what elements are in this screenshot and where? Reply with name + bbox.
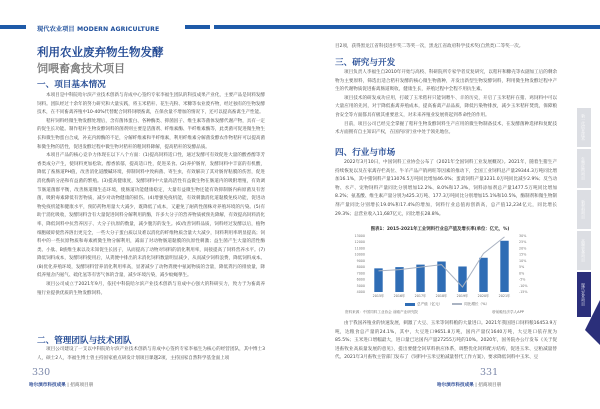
industry-output-chart bbox=[340, 232, 540, 302]
paragraph: 2022年3月10日，中国饲料工业协会公布了《2021年全国饲料工业发展概况》。2021年，随着生猪生产持续恢复以及在家禽存栏高位、牛羊产品产销两旺等因素的推动下，全国工业饲料总产量29344.3万吨同比增加16.1%，其中猪饲料产量13076.5万吨同比增加46.0%；蛋禽饲料产量3231.0万吨同比减少2.9%；反刍动物、水产、宠物饲料产量同比分别增加12.2%、8.0%和17.3%，饲料添加剂总产量1477.5万吨同比增加8.2%；氨基酸、维生素产量分别为425.3万吨、177.3万吨同比分别增加15.1%和10.5%，酶制剂和微生物制剂产量同比分别增长19.0%和17.4%的增加，饲料行业总值再创新高，总产值12,234亿元，同比增长29.3%；总营业收入11,687亿元，同比增长28.8%。 bbox=[335, 160, 557, 217]
x-tick: 2020年 bbox=[477, 294, 490, 298]
x-tick: 2016年 bbox=[393, 294, 406, 298]
page-curl-decoration bbox=[585, 300, 600, 345]
paragraph: 项目公司建设了一支以中科院哈尔滨产业技术创新与育成中心签约专家李福生为核心的经营团队，其中博士3人，硕士2人，李福生博士曾主持国家重点研发计划项目课题2项，主持国家自然科学基金面上项 bbox=[37, 347, 265, 361]
y-tick-right: 0% bbox=[519, 271, 525, 276]
page-number: 331 bbox=[480, 367, 499, 378]
footer-sep: | bbox=[473, 383, 479, 388]
bar bbox=[458, 266, 466, 292]
bar bbox=[374, 268, 382, 292]
footer-sub: 招商项目册 bbox=[70, 383, 94, 388]
y-tick-left: 6000 bbox=[356, 277, 365, 282]
page-number: 330 bbox=[32, 367, 51, 378]
paragraph: 目2项，获得黑龙江省科技进步奖二等奖一次，黑龙江省政府科学技术奖(自然类)二等奖一次。 bbox=[335, 44, 524, 49]
side-tab[interactable]: 生物医药项目 bbox=[577, 149, 591, 189]
x-tick: 2015年 bbox=[372, 294, 385, 298]
paragraph: 秸秆饲料经微生物发酵处理后，含有菌体蛋白、各种酶类、抑菌因子、维生素等菌体发酵代谢产物，具有一定的促生长功能。制作秸秆生物发酵饲料的菌剂则主要是活菌剂、纤维素酶、半纤维素酶等，此类菌可促进微生物生长和微生物蛋白合成，补充内源酶的不足，分解纤维素和半纤维素，利用纤维素分解菌发酵农作物秸秆可以提高菌和微生物的活性，促进发酵过程中微生物对秸秆的粗饲料降解，提高秸秆的发酵品质。 bbox=[37, 118, 265, 150]
footer bbox=[437, 382, 501, 388]
y-tick-left: 8000 bbox=[356, 265, 365, 270]
y-tick-right: -10% bbox=[519, 283, 528, 288]
project-subtitle: 饲喂畜禽技术项目 bbox=[37, 62, 125, 75]
legend-item-line bbox=[452, 302, 489, 307]
y-tick-left: 4000 bbox=[356, 290, 365, 294]
y-tick-right: 15% bbox=[519, 252, 527, 257]
body-text bbox=[335, 159, 557, 219]
body-text bbox=[335, 320, 557, 363]
y-tick-left: 5000 bbox=[356, 283, 365, 288]
heading-rnd: 三、研究与开发 bbox=[335, 58, 396, 68]
right-page bbox=[300, 0, 600, 409]
y-tick-left: 10000 bbox=[354, 252, 365, 257]
bar bbox=[416, 265, 424, 292]
paragraph: 目前，项目公司已经完全掌握了秸秆生物发酵饲料生产应用的微生物制备技术，在发酵菌种选择和复配技术方面拥有自主知识产权，在国内同行业中处于领先地位。 bbox=[335, 121, 557, 136]
legend-label: 同比增长（%） bbox=[464, 302, 490, 306]
paragraph: 由于我国养殖业的快速发展，刺激了大豆、玉米等饲料粮的大量进口。2021年我国进口饲料粮16453.9万吨，达粮食总产量的24.1%，其中，大豆进口9651.8万吨，国内产量仅1640万吨，大豆进口依存度为85.5%；玉米进口增幅最大，进口量已达国内产量27255万吨的10%。2020年，国务院办公厅发布《关于促进畜牧业高质量发展的意见》，提出要健全饲草料供应体系，调整优化饲料配方结构，促进玉米、豆粕减量替代。2021年3月畜牧主管部门发布了《饲料中玉米豆粕减量替代工作方案》，要求降低饲料中玉米、豆 bbox=[335, 321, 557, 361]
body-text bbox=[335, 69, 557, 138]
chart-title: 图表1：2015-2021年工业饲料行业总产值及增长率(单位：亿元，%) bbox=[370, 227, 510, 232]
legend-item-bar bbox=[405, 302, 442, 307]
y-tick-right: -15% bbox=[519, 290, 528, 294]
y-tick-left: 9000 bbox=[356, 258, 365, 263]
side-tab[interactable]: 新一代信息技术 bbox=[577, 108, 591, 148]
paragraph: 项目负责人李福生自2010年开始与高校、科研院所专家学者反复研究，以秸秆和糠壳等农副加工后的剩余物为主要原料，筛选出适合秸秆发酵的核心微生物菌种，开发出新型生物发酵饲料，利用微生物发酵过程中产生的代谢物质促进畜禽肠道吸收，健康生长，养殖过程中全程不用抗生素。 bbox=[335, 70, 557, 93]
side-tab[interactable]: 新材料项目 bbox=[577, 190, 591, 230]
footer bbox=[29, 382, 93, 388]
paragraph: 项目技术的研发成功应用，打破了玉米秸秆只能饲喂牛、羊的历史，开启了玉米秸秆在猪、鸡饲料中可以大量应用的先河，对于降低畜禽养殖成本，提高畜禽产品品质，降低污染物排放，减少玉米秸秆焚烧，保障粮食安全等方面都具有极其重要意义，对未来养殖业发展将起到革命性的作用。 bbox=[335, 95, 557, 118]
bar bbox=[479, 258, 487, 292]
footer-sub: 招商项目册 bbox=[478, 383, 502, 388]
body-text bbox=[37, 92, 265, 298]
section-header: 现代农业项目 MODERN AGRICULTURE bbox=[37, 26, 160, 33]
paragraph: 本项目产品的核心竞争力体现在以下八个方面：(1)提高饲料适口性，通过发酵可有效促进大量的酸香醇等芳香类成分产生，使饲料更加松软、醇香浓郁，提高适口性，促进采食。(2)养护肠胃，发酵饲料中丰富的有机酸，降低了畜肠道PH值，改善消化道酸碱环境，抑制饲料中致病菌、寄生虫，有效解决了其对肠胃粘膜的伤害，促进消化酶的分泌和有益菌的繁殖。(3)提高健康度，发酵饲料中大量高活性有益微生物在肠道内的吸附增殖，有效调节肠道菌群平衡，改善肠道微生态环境，使肠道功能健康稳定，大量有益微生物还能有效抑制肠内病原菌及有害菌，吸附毒素降低有害物质，减少对动物健康的损伤。(4)增强免疫机能，有效刺激消化道黏膜免疫功能，促进动物免疫机能和健康水平，预防药物用量大大减少，既降低了成本，又避免了耐药性菌株对养殖环境的污染。(5)有助于消化吸收，发酵饲料含有大量促进饲料分解利用的酶，许多大分子的营养物质被预先降解，有效提高饲料消化率，降低饲料中抗营养因子、大分子抗原的数量，减少腹泻的发生。(6)改善饲料品质，饲料经过发酵以后，植物细胞破碎使营养溶出更完全，一些大分子蛋白质以及难以消化的纤维物质含量大大减少，饲料利用率明显提高；饲料中的一些抗原物质和毒素被微生物分解利用，减弱了对动物肠道黏膜的抗原性刺激；益生菌产生大量的活性酶类、小肽、B族维生素以及未知促生长因子，从而提高了动物对饲料的消化利用率，间接提高了饲料营养水平。(7)降低饲料成本，发酵饲料使用后，从粪便中排出的未消化饲料数量明显减少，从而减少饲料浪费，降低饲料成本。(8)优化养殖环境，发酵饲料营养消化利用率高，显著减少了动物粪便中氨氮物质的含量，降低粪污的排放量，降低养殖舍内氨气、硫化氢等有害气体的含量，减少环境污染，减少蚊蝇孳生。 bbox=[37, 153, 265, 279]
x-tick: 2021年 bbox=[498, 294, 511, 298]
chart-source: 资料来源：中国饲料工业协会 前瞻产业研究院 bbox=[345, 310, 419, 314]
header-rule bbox=[185, 25, 210, 29]
paragraph: 本项目是中科院哈尔滨产业技术创新与育成中心签约专家李福生团队的科技成果产业化，主要产品是饲料发酵饲料。团队经过十余年的努力研究和大量实践，将玉米秸秆、花生壳粉、米糠等农业废弃物，经过独有的生物发酵技术，在不同畜禽养殖中10-40%代替配合饲料饲喂畜禽，在保食量不增加的情况下，还可以提高畜禽生产性能。 bbox=[37, 93, 265, 116]
y-tick-left: 11000 bbox=[354, 246, 365, 251]
header-rule bbox=[300, 25, 600, 29]
header-rule bbox=[0, 25, 26, 29]
x-tick: 2019年 bbox=[456, 294, 469, 298]
heading-basic-info: 一、项目基本情况 bbox=[37, 80, 106, 90]
side-tab[interactable]: 现代农业项目 bbox=[577, 272, 591, 318]
y-tick-left: 7000 bbox=[356, 271, 365, 276]
bar bbox=[500, 241, 508, 292]
bar bbox=[437, 262, 445, 292]
heading-team: 二、管理团队与技术团队 bbox=[37, 336, 132, 346]
chart-watermark: @前瞻经济学人APP bbox=[492, 310, 524, 314]
header-rule bbox=[214, 25, 300, 29]
body-text bbox=[335, 43, 557, 52]
y-tick-left: 12000 bbox=[354, 240, 365, 245]
project-title: 利用农业废弃物生物发酵 bbox=[37, 45, 164, 59]
bar bbox=[395, 267, 403, 292]
body-text bbox=[37, 346, 265, 363]
y-tick-left: 13000 bbox=[354, 234, 365, 238]
x-tick: 2018年 bbox=[435, 294, 448, 298]
legend-label: 总产值（亿元） bbox=[417, 302, 443, 306]
paragraph: 项目公司成立于2021年9月，依托中科院哈尔滨产业技术创新与育成中心强大的科研实力，致力于为畜禽养殖行业提供优质的生物发酵饲料。 bbox=[37, 282, 265, 296]
y-tick-right: 20% bbox=[519, 246, 527, 251]
y-tick-right: 5% bbox=[519, 265, 525, 270]
chart-legend bbox=[405, 302, 489, 307]
y-tick-right: 30% bbox=[519, 234, 527, 238]
footer-brand: 哈尔滨市科技成果 bbox=[437, 383, 474, 388]
footer-brand: 哈尔滨市科技成果 bbox=[29, 383, 66, 388]
y-tick-right: -5% bbox=[519, 277, 526, 282]
y-tick-right: 25% bbox=[519, 240, 527, 245]
y-tick-right: 10% bbox=[519, 258, 527, 263]
side-tab[interactable]: 高端装备项目 bbox=[577, 231, 591, 271]
x-tick: 2017年 bbox=[414, 294, 427, 298]
heading-market: 四、行业与市场 bbox=[335, 148, 396, 158]
footer-sep: | bbox=[65, 383, 71, 388]
